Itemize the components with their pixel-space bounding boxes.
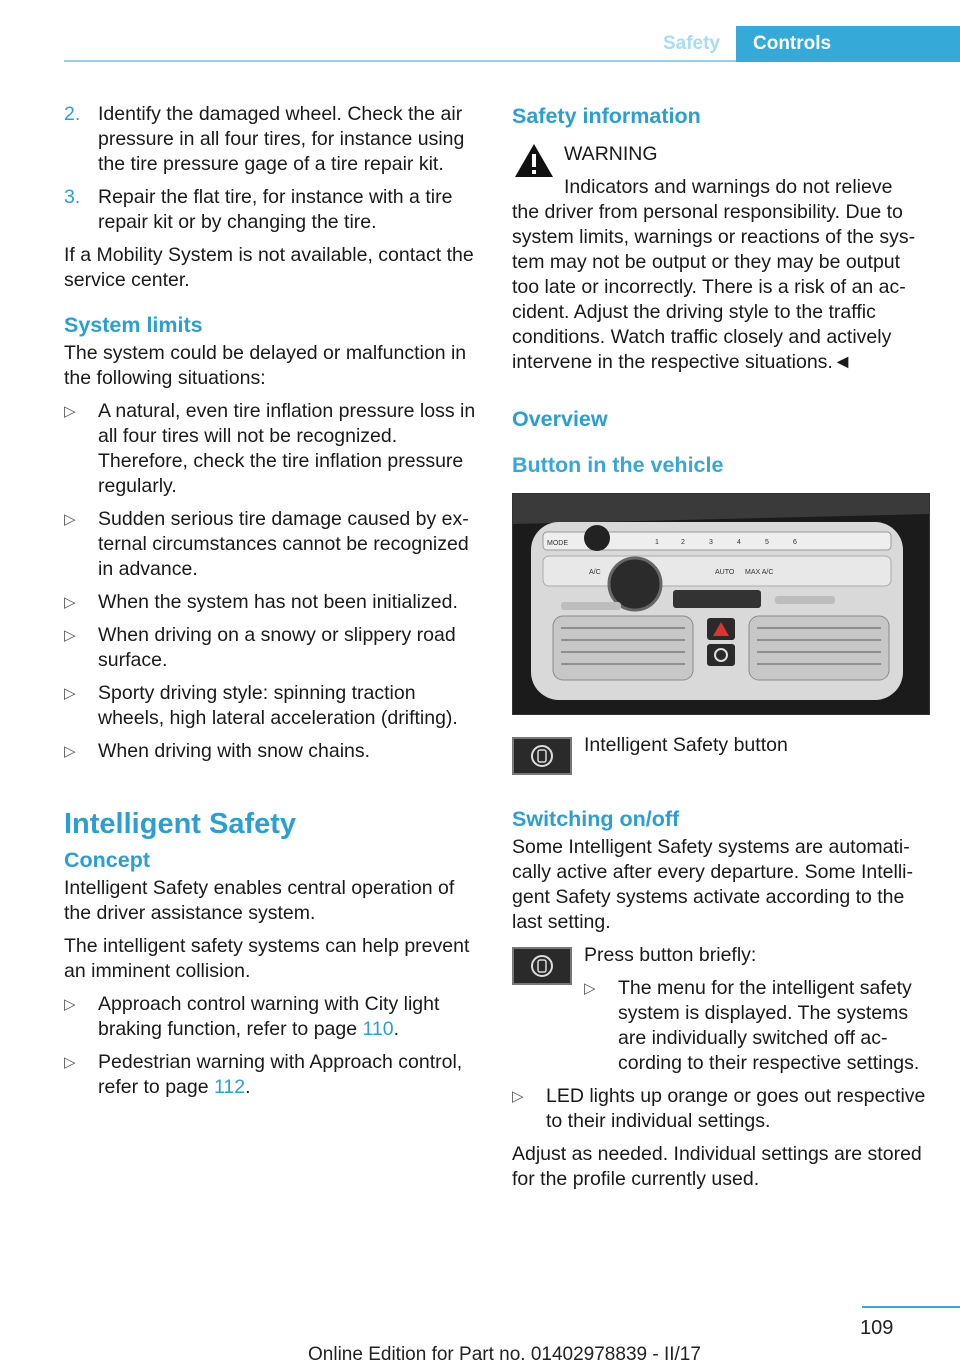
list-item: ▷ When driving with snow chains. xyxy=(64,740,371,762)
page-number: 109 xyxy=(860,1317,894,1339)
triangle-bullet-icon: ▷ xyxy=(64,996,76,1013)
list-item: ▷ Pedestrian warning with Approach control, refer to page 112. xyxy=(64,1051,463,1098)
concept-paragraph-1: Intelligent Safety enables central operation of the driver assistance system. xyxy=(64,877,455,924)
triangle-bullet-icon: ▷ xyxy=(584,980,596,997)
triangle-bullet-icon: ▷ xyxy=(64,511,76,528)
warning-text-first: Indicators and warnings do not relieve xyxy=(564,176,893,198)
list-item: ▷ Sudden serious tire damage caused by external circumstances cannot be recognized in advance. xyxy=(64,508,469,580)
press-row xyxy=(512,944,932,1084)
triangle-bullet-icon: ▷ xyxy=(64,685,76,702)
button-caption: Intelligent Safety button xyxy=(584,734,788,756)
right-column xyxy=(512,102,932,1200)
limits-intro: The system could be delayed or malfunction in the following situations: xyxy=(64,342,467,389)
triangle-bullet-icon: ▷ xyxy=(64,594,76,611)
list-item: ▷ LED lights up orange or goes out respective to their individual settings. xyxy=(512,1085,926,1132)
left-column xyxy=(64,102,484,1108)
press-instruction: Press button briefly: xyxy=(584,944,757,966)
svg-text:4: 4 xyxy=(737,539,741,546)
button-in-vehicle-heading: Button in the vehicle xyxy=(512,453,724,477)
mobility-paragraph: If a Mobility System is not available, contact the service center. xyxy=(64,244,474,291)
warning-block xyxy=(512,140,932,200)
triangle-bullet-icon: ▷ xyxy=(512,1088,524,1105)
concept-paragraph-2: The intelligent safety systems can help prevent an imminent collision. xyxy=(64,935,470,982)
list-item: ▷ The menu for the intelligent safety system is displayed. The systems are individually switched off according to their respective settings. xyxy=(584,977,920,1074)
intelligent-safety-button-icon xyxy=(512,947,572,985)
list-item: ▷ When the system has not been initialized. xyxy=(64,591,458,613)
svg-text:2: 2 xyxy=(681,539,685,546)
console-illustration-icon xyxy=(513,494,929,714)
triangle-bullet-icon: ▷ xyxy=(64,627,76,644)
switching-paragraph: Some Intelligent Safety systems are automatically active after every departure. Some Intelligent Safety systems activate according to the last setting. xyxy=(512,836,914,933)
warning-text: the driver from personal responsibility. Due to system limits, warnings or reactions of the system may not be output or they may be output too late or incorrectly. There is a risk of an accident. Adjust the driving style to the traffic conditions. Watch traffic closely and actively intervene in the respective situations.◄ xyxy=(512,201,916,373)
warning-label: WARNING xyxy=(564,143,658,165)
triangle-bullet-icon: ▷ xyxy=(64,403,76,420)
step-number: 3. xyxy=(64,186,81,208)
edition-footer: Online Edition for Part no. 01402978839 - II/17 xyxy=(308,1344,701,1365)
step-3 xyxy=(64,185,484,235)
list-item: ▷ Sporty driving style: spinning traction wheels, high lateral acceleration (drifting). xyxy=(64,682,458,729)
list-item: ▷ When driving on a snowy or slippery road surface. xyxy=(64,624,456,671)
photo-label: MODE xyxy=(547,540,568,547)
list-item: ▷ Approach control warning with City light braking function, refer to page 110. xyxy=(64,993,440,1040)
intelligent-safety-heading: Intelligent Safety xyxy=(64,808,297,840)
warning-triangle-icon xyxy=(512,140,556,180)
svg-text:A/C: A/C xyxy=(589,569,601,576)
overview-heading: Overview xyxy=(512,407,608,431)
switching-heading: Switching on/off xyxy=(512,807,680,831)
footer-rule xyxy=(862,1306,960,1308)
svg-text:AUTO: AUTO xyxy=(715,569,735,576)
step-number: 2. xyxy=(64,103,81,125)
limits-list xyxy=(64,399,484,764)
concept-heading: Concept xyxy=(64,848,150,872)
button-caption-row xyxy=(512,734,932,775)
step-text: Repair the flat tire, for instance with a tire repair kit or by changing the tire. xyxy=(98,186,453,233)
svg-text:1: 1 xyxy=(655,539,659,546)
triangle-bullet-icon: ▷ xyxy=(64,743,76,760)
page-link-112[interactable]: 112 xyxy=(214,1076,246,1098)
page-link-110[interactable]: 110 xyxy=(362,1018,394,1040)
svg-text:5: 5 xyxy=(765,539,769,546)
svg-text:6: 6 xyxy=(793,539,797,546)
adjust-paragraph: Adjust as needed. Individual settings are stored for the profile currently used. xyxy=(512,1143,922,1190)
header-chapter: Controls xyxy=(736,26,960,62)
list-item: ▷ A natural, even tire inflation pressure loss in all four tires will not be recognized. Therefore, check the tire inflation pressure regularly. xyxy=(64,400,476,497)
svg-text:MAX A/C: MAX A/C xyxy=(745,569,774,576)
safety-information-heading: Safety information xyxy=(512,104,701,128)
header-section: Safety xyxy=(662,33,720,54)
vehicle-console-photo xyxy=(512,493,930,715)
system-limits-heading: System limits xyxy=(64,313,203,337)
triangle-bullet-icon: ▷ xyxy=(64,1054,76,1071)
intelligent-safety-button-icon xyxy=(512,737,572,775)
svg-text:3: 3 xyxy=(709,539,713,546)
step-2 xyxy=(64,102,484,177)
step-text: Identify the damaged wheel. Check the air pressure in all four tires, for instance using the tire pressure gage of a tire repair kit. xyxy=(98,103,465,175)
